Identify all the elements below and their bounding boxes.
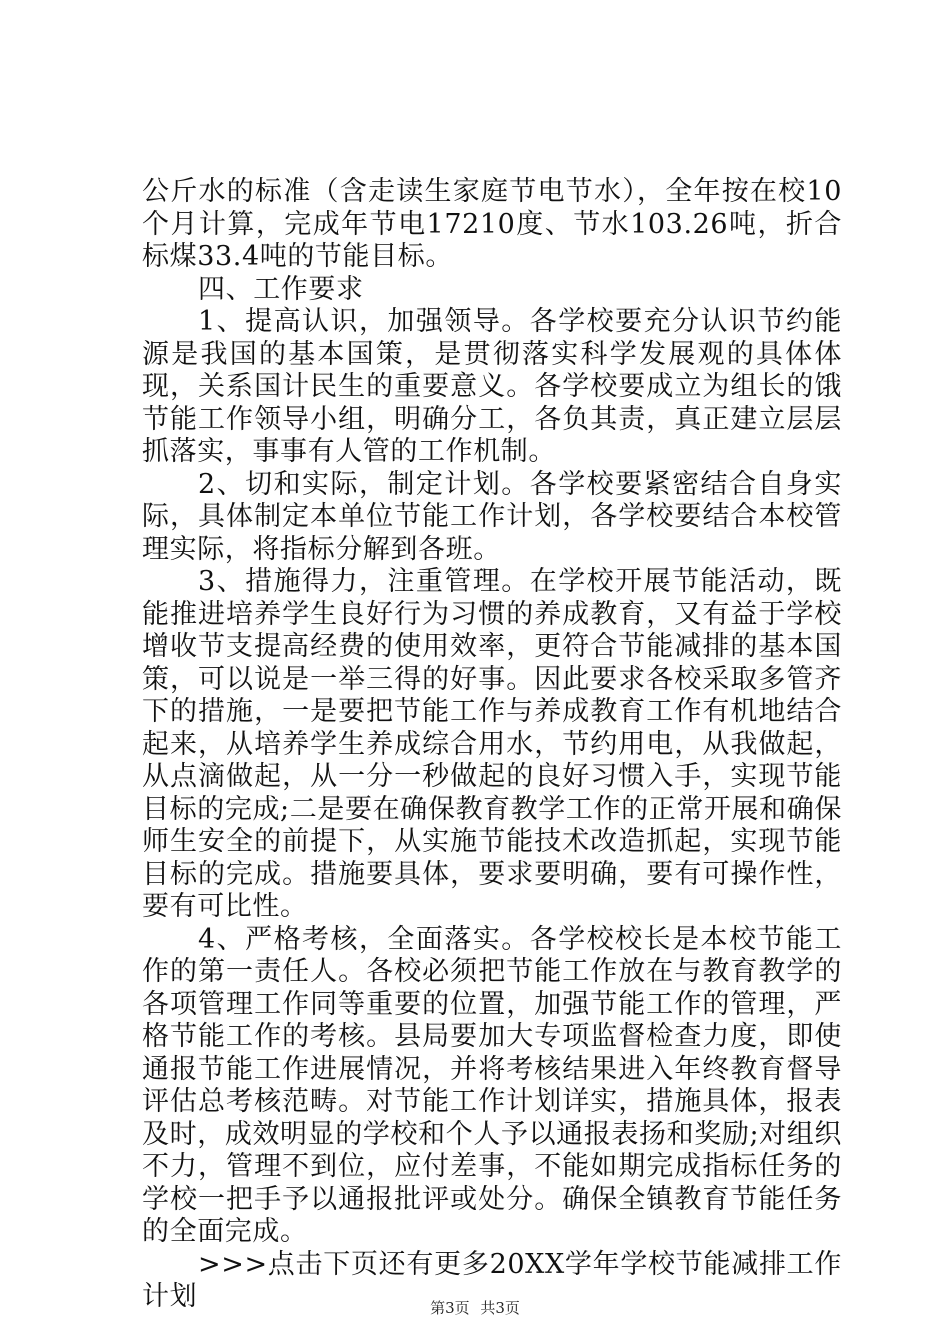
page-footer: [0, 1298, 950, 1318]
page-total: 共3页: [480, 1299, 520, 1317]
paragraph-requirement-1: 1、提高认识，加强领导。各学校要充分认识节约能源是我国的基本国策，是贯彻落实科学发展观的具体体现，关系国计民生的重要意义。各学校要成立为组长的饿节能工作领导小组，明确分工，各负其责，真正建立层层抓落实，事事有人管的工作机制。: [142, 306, 842, 467]
paragraph-requirement-4: 4、严格考核，全面落实。各学校校长是本校节能工作的第一责任人。各校必须把节能工作放在与教育教学的各项管理工作同等重要的位置，加强节能工作的管理，严格节能工作的考核。县局要加大专项监督检查力度，即使通报节能工作进展情况，并将考核结果进入年终教育督导评估总考核范畴。对节能工作计划详实，措施具体，报表及时，成效明显的学校和个人予以通报表扬和奖励;对组织不力，管理不到位，应付差事，不能如期完成指标任务的学校一把手予以通报批评或处分。确保全镇教育节能任务的全面完成。: [142, 923, 842, 1247]
next-page-link[interactable]: >>>点击下页还有更多20XX学年学校节能减排工作计划: [142, 1248, 842, 1312]
section-heading-work-requirements: 四、工作要求: [198, 273, 364, 305]
paragraph-requirement-2: 2、切和实际，制定计划。各学校要紧密结合自身实际，具体制定本单位节能工作计划，各学校要结合本校管理实际，将指标分解到各班。: [142, 468, 842, 565]
document-body: [142, 176, 842, 1314]
paragraph-requirement-3: 3、措施得力，注重管理。在学校开展节能活动，既能推进培养学生良好行为习惯的养成教育，又有益于学校增收节支提高经费的使用效率，更符合节能减排的基本国策，可以说是一举三得的好事。因此要求各校采取多管齐下的措施，一是要把节能工作与养成教育工作有机地结合起来，从培养学生养成综合用水，节约用电，从我做起，从点滴做起，从一分一秒做起的良好习惯入手，实现节能目标的完成;二是要在确保教育教学工作的正常开展和确保师生安全的前提下，从实施节能技术改造抓起，实现节能目标的完成。措施要具体，要求要明确，要有可操作性，要有可比性。: [142, 566, 842, 922]
page-number: 第3页: [430, 1299, 470, 1317]
paragraph-energy-target: 公斤水的标准（含走读生家庭节电节水），全年按在校10个月计算，完成年节电17210度、节水103.26吨，折合标煤33.4吨的节能目标。: [142, 176, 842, 272]
